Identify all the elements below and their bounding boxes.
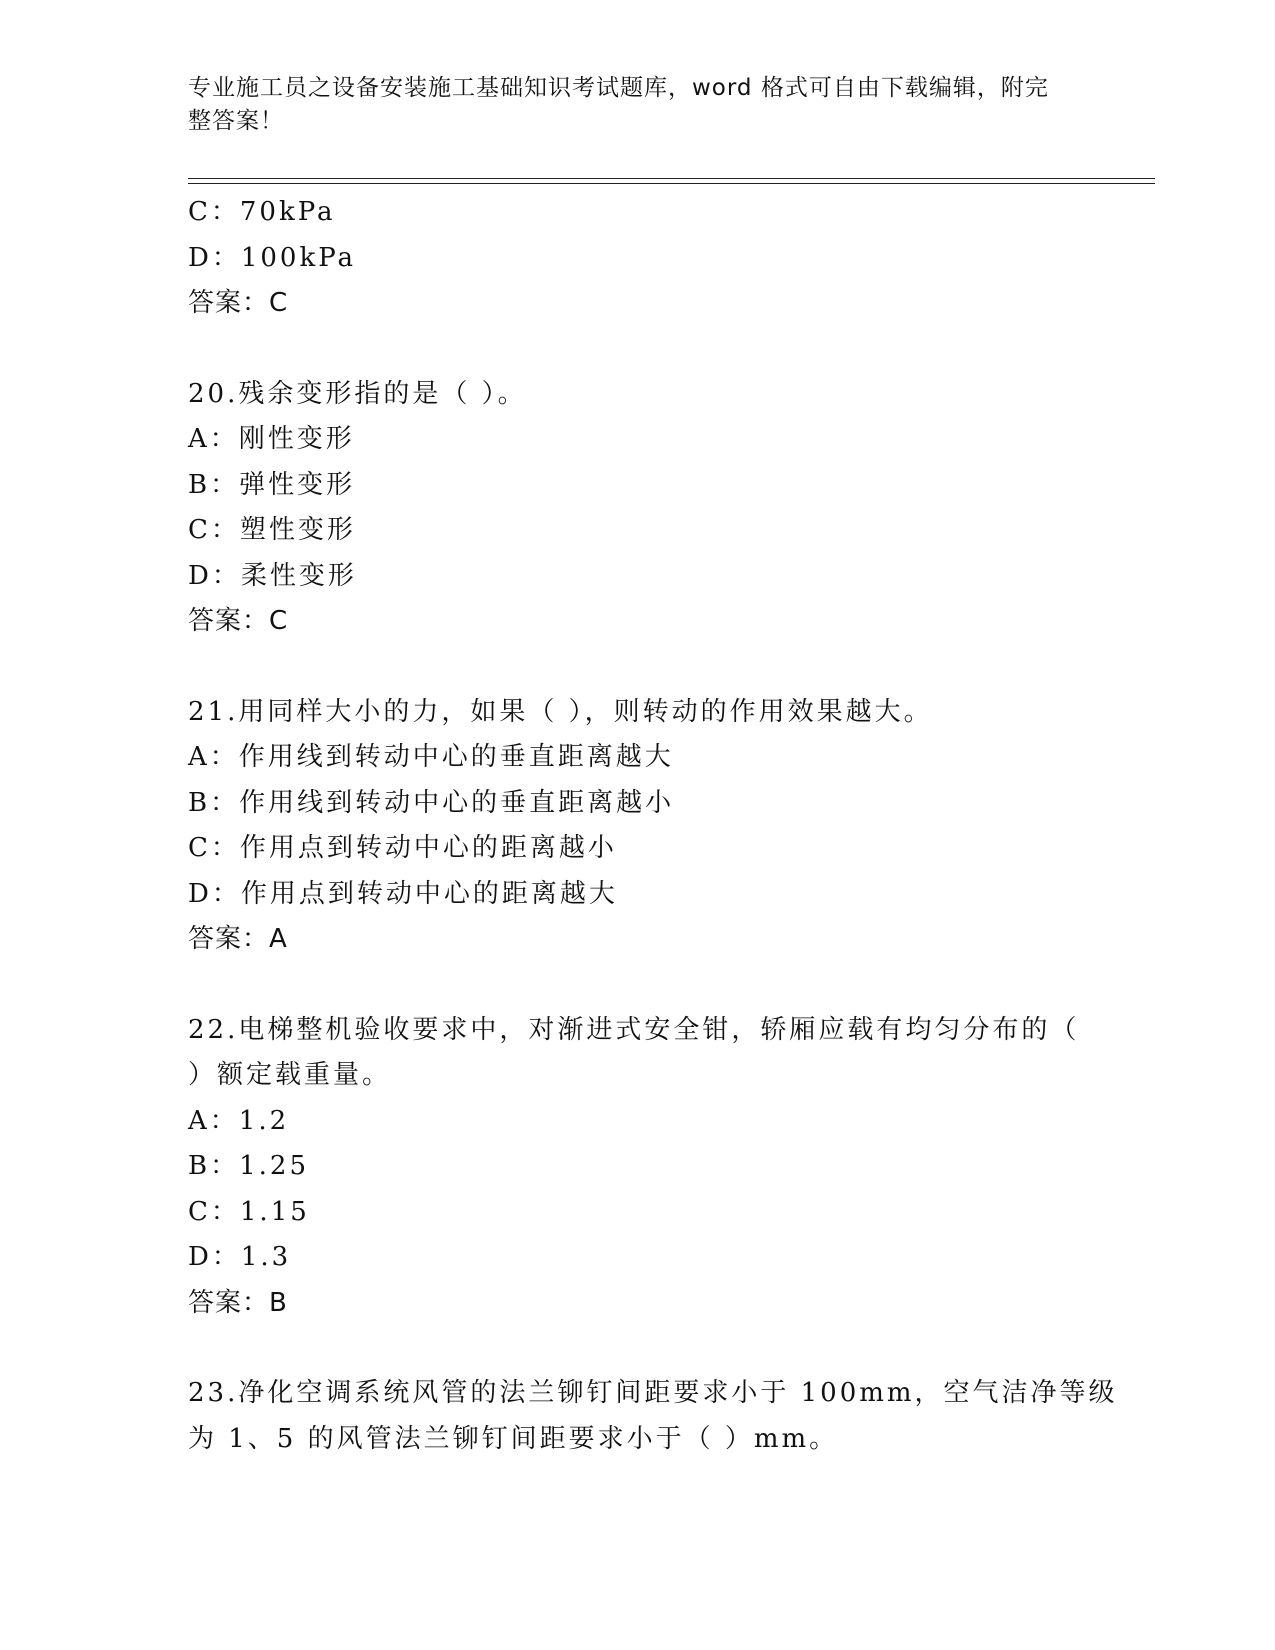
- option-b: B：1.25: [188, 1151, 309, 1181]
- option-a: A：作用线到转动中心的垂直距离越大: [188, 742, 674, 772]
- option-d: D：1.3: [188, 1242, 292, 1272]
- answer-line: 答案：B: [188, 1287, 288, 1318]
- question-stem: 20.残余变形指的是（ ）。: [188, 378, 527, 409]
- question-21: [188, 690, 1088, 963]
- question-23: [188, 1371, 1118, 1462]
- option-d: D：100kPa: [188, 242, 357, 273]
- header-line-1: 专业施工员之设备安装施工基础知识考试题库，word 格式可自由下载编辑，附完: [188, 75, 1049, 101]
- option-c: C：1.15: [188, 1196, 310, 1227]
- question-stem: 23.净化空调系统风管的法兰铆钉间距要求小于 100mm，空气洁净等级: [188, 1378, 1118, 1408]
- option-a: A：刚性变形: [188, 424, 355, 454]
- header-divider-bottom: [188, 183, 1155, 184]
- question-stem-continued: 为 1、5 的风管法兰铆钉间距要求小于（ ）mm。: [188, 1423, 839, 1454]
- option-a: A：1.2: [188, 1105, 290, 1136]
- question-stem: 22.电梯整机验收要求中，对渐进式安全钳，轿厢应载有均匀分布的（: [188, 1014, 1080, 1045]
- option-d: D：柔性变形: [188, 560, 357, 591]
- carry-over-block: [188, 190, 1088, 327]
- option-b: B：弹性变形: [188, 469, 356, 500]
- question-stem-continued: ）额定载重量。: [188, 1060, 392, 1090]
- option-c: C：作用点到转动中心的距离越小: [188, 833, 617, 863]
- question-20: [188, 372, 1088, 645]
- document-header: [188, 72, 1068, 138]
- option-d: D：作用点到转动中心的距离越大: [188, 878, 618, 909]
- answer-line: 答案：C: [188, 606, 289, 636]
- option-b: B：作用线到转动中心的垂直距离越小: [188, 787, 675, 818]
- answer-line: 答案：C: [188, 288, 289, 318]
- option-c: C：70kPa: [188, 197, 336, 227]
- header-divider-top: [188, 178, 1155, 179]
- document-body: [188, 190, 1118, 1462]
- question-stem: 21.用同样大小的力，如果（ ），则转动的作用效果越大。: [188, 696, 933, 727]
- question-22: [188, 1008, 1088, 1327]
- option-c: C：塑性变形: [188, 515, 356, 545]
- answer-line: 答案：A: [188, 924, 288, 954]
- header-line-2: 整答案！: [188, 108, 284, 134]
